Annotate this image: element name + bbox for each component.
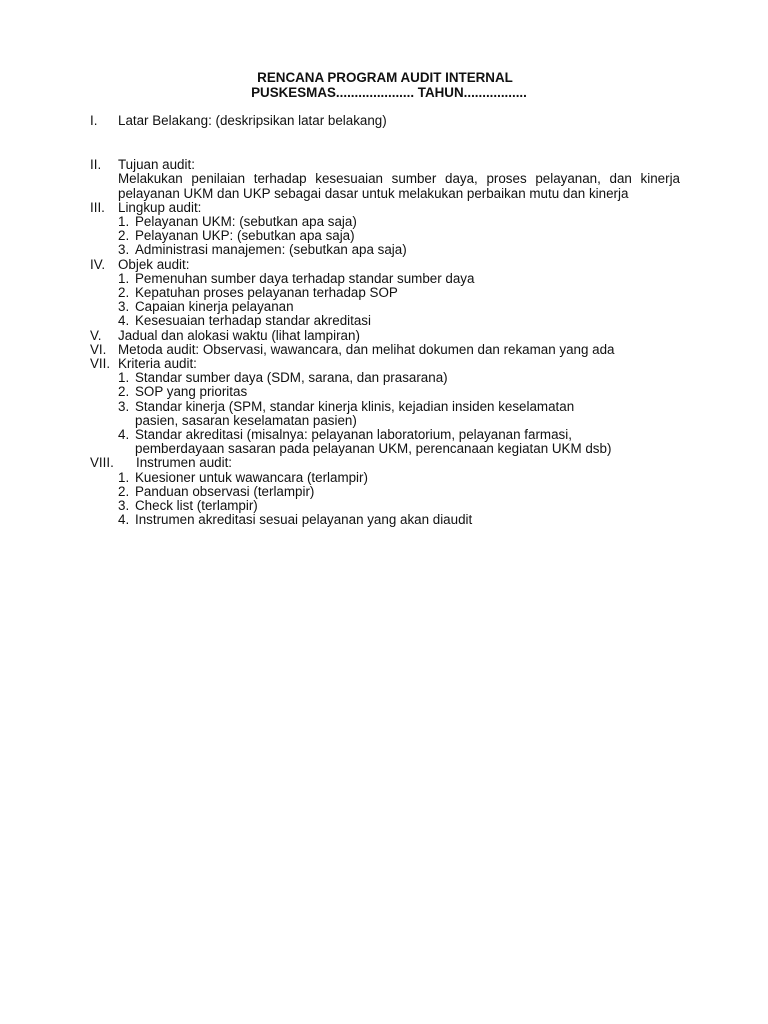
document-title xyxy=(90,70,680,100)
list-item xyxy=(118,243,680,257)
section-5 xyxy=(90,329,680,343)
spacer xyxy=(90,128,680,158)
list-item-text: Administrasi manajemen: (sebutkan apa saja) xyxy=(135,242,407,258)
list-item xyxy=(118,371,680,385)
section-heading: Kriteria audit: xyxy=(118,356,197,372)
list-item-text: Pemenuhan sumber daya terhadap standar sumber daya xyxy=(135,270,475,286)
list-item xyxy=(118,229,680,243)
section-number: V. xyxy=(90,327,102,343)
list-item-text: Pelayanan UKP: (sebutkan apa saja) xyxy=(135,228,355,244)
section-number: IV. xyxy=(90,256,106,272)
list-item xyxy=(118,400,680,428)
list-item-number: 3. xyxy=(118,498,130,514)
list-item-number: 2. xyxy=(118,384,130,400)
list-item-number: 1. xyxy=(118,370,130,386)
section-text: Jadual dan alokasi waktu (lihat lampiran) xyxy=(118,327,360,343)
list-item xyxy=(118,513,680,527)
section-heading: Objek audit: xyxy=(118,256,190,272)
list-item-number: 1. xyxy=(118,214,130,230)
list-item xyxy=(118,300,680,314)
section-6 xyxy=(90,343,680,357)
list-item-number: 3. xyxy=(118,398,130,414)
list-item-text-continued: pemberdayaan sasaran pada pelayanan UKM, perencanaan kegiatan UKM dsb) xyxy=(135,441,612,457)
section-heading: Instrumen audit: xyxy=(136,455,233,471)
section-8 xyxy=(90,456,680,470)
list-item-number: 4. xyxy=(118,313,130,329)
section-text: Metoda audit: Observasi, wawancara, dan melihat dokumen dan rekaman yang ada xyxy=(118,341,615,357)
section-paragraph: Melakukan penilaian terhadap kesesuaian sumber daya, proses pelayanan, dan kinerja pelayanan UKM dan UKP sebagai dasar untuk melakukan perbaikan mutu dan kinerja xyxy=(118,171,680,201)
list-item-text-continued: pasien, sasaran keselamatan pasien) xyxy=(135,412,357,428)
list-item-text: Check list (terlampir) xyxy=(135,498,258,514)
spacer xyxy=(90,100,680,114)
list-item xyxy=(118,215,680,229)
section-heading: Tujuan audit: xyxy=(118,157,195,173)
list-item-number: 1. xyxy=(118,270,130,286)
list-item-text: Kuesioner untuk wawancara (terlampir) xyxy=(135,469,368,485)
list-item-text: Pelayanan UKM: (sebutkan apa saja) xyxy=(135,214,357,230)
list-item xyxy=(118,314,680,328)
section-1 xyxy=(90,114,680,128)
title-line-1: RENCANA PROGRAM AUDIT INTERNAL xyxy=(257,70,513,85)
list-item xyxy=(118,499,680,513)
section-number: VIII. xyxy=(90,455,114,471)
section-number: VII. xyxy=(90,356,111,372)
list-item-number: 4. xyxy=(118,512,130,528)
section-number: III. xyxy=(90,199,105,215)
section-number: VI. xyxy=(90,341,107,357)
list-item xyxy=(118,471,680,485)
list-item xyxy=(118,385,680,399)
section-3 xyxy=(90,201,680,258)
section-number: I. xyxy=(90,113,98,128)
section-text: Latar Belakang: (deskripsikan latar belakang) xyxy=(118,113,387,128)
list-item-number: 4. xyxy=(118,427,130,443)
list-item-number: 2. xyxy=(118,483,130,499)
list-item-text: Panduan observasi (terlampir) xyxy=(135,483,315,499)
section-heading: Lingkup audit: xyxy=(118,199,202,215)
section-number: II. xyxy=(90,157,102,173)
list-item-text: SOP yang prioritas xyxy=(135,384,248,400)
list-item xyxy=(118,286,680,300)
list-item-text: Standar akreditasi (misalnya: pelayanan laboratorium, pelayanan farmasi, xyxy=(135,427,572,443)
list-item-text: Instrumen akreditasi sesuai pelayanan yang akan diaudit xyxy=(135,512,473,528)
section-8-items xyxy=(90,471,680,528)
list-item xyxy=(118,428,680,456)
list-item-number: 3. xyxy=(118,299,130,315)
section-2 xyxy=(90,158,680,201)
section-4 xyxy=(90,258,680,329)
list-item-number: 2. xyxy=(118,285,130,301)
list-item-number: 1. xyxy=(118,469,130,485)
list-item-text: Capaian kinerja pelayanan xyxy=(135,299,294,315)
list-item-number: 3. xyxy=(118,242,130,258)
list-item-text: Kepatuhan proses pelayanan terhadap SOP xyxy=(135,285,398,301)
section-7 xyxy=(90,357,680,456)
list-item-text: Kesesuaian terhadap standar akreditasi xyxy=(135,313,371,329)
list-item xyxy=(118,485,680,499)
list-item-text: Standar sumber daya (SDM, sarana, dan prasarana) xyxy=(135,370,448,386)
list-item-number: 2. xyxy=(118,228,130,244)
list-item-text: Standar kinerja (SPM, standar kinerja klinis, kejadian insiden keselamatan xyxy=(135,398,575,414)
list-item xyxy=(118,272,680,286)
title-line-2: PUSKESMAS..................... TAHUN................. xyxy=(251,85,527,100)
